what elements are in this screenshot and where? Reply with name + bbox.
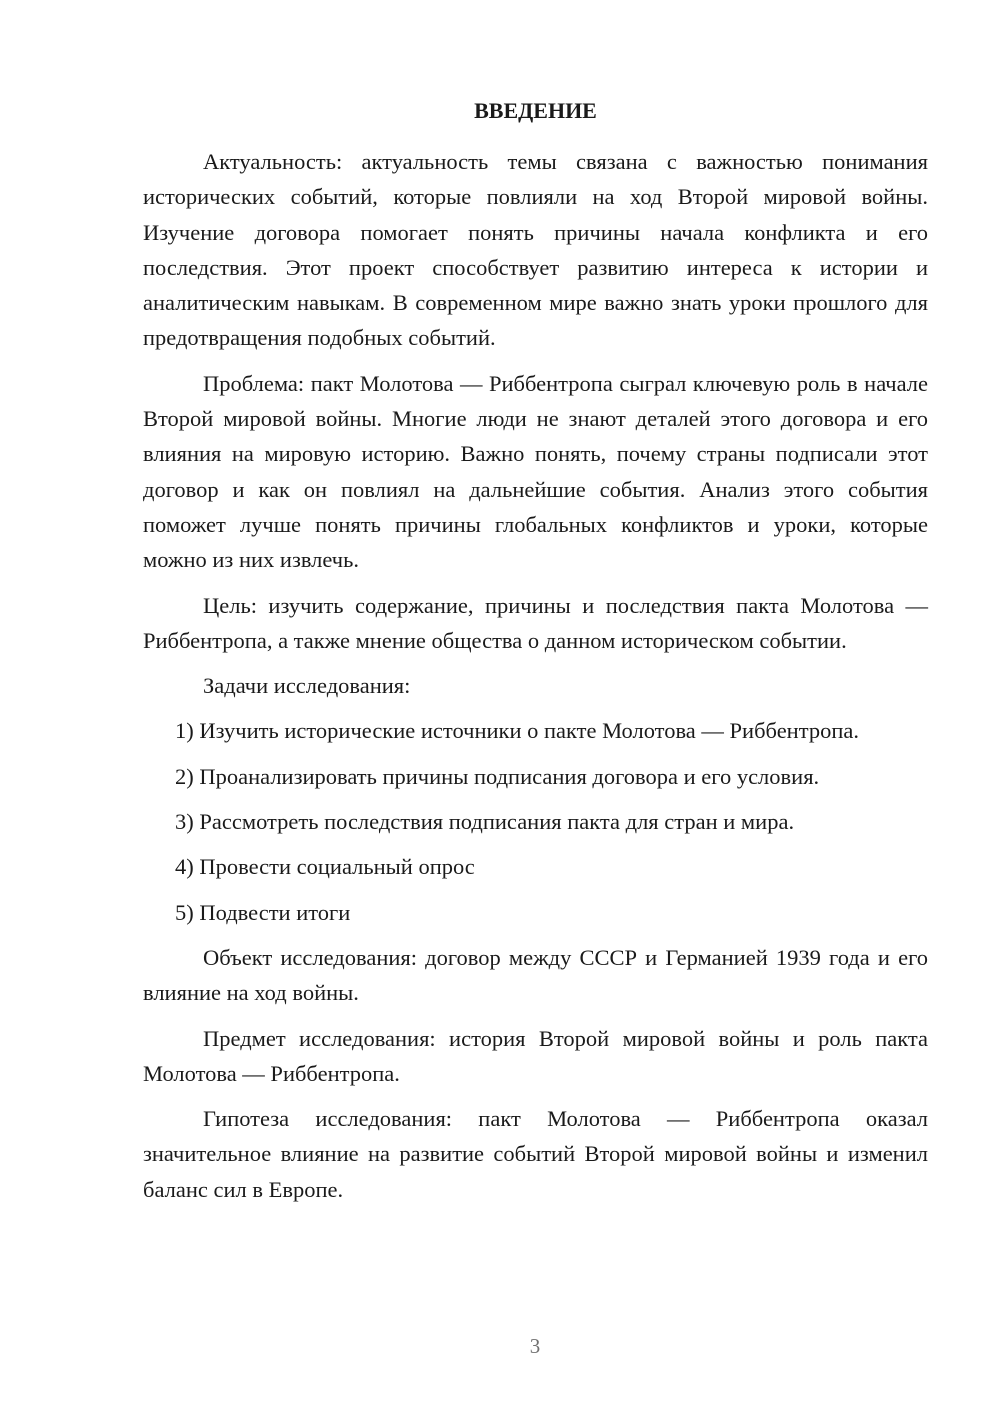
- section-title: ВВЕДЕНИЕ: [474, 98, 597, 123]
- task-item-4: 4) Провести социальный опрос: [175, 854, 475, 880]
- task-item-3: 3) Рассмотреть последствия подписания пакта для стран и мира.: [175, 809, 795, 835]
- tasks-heading: Задачи исследования:: [203, 673, 411, 699]
- page-number: 3: [529, 1334, 541, 1358]
- goal-paragraph: Цель: изучить содержание, причины и последствия пакта Молотова — Риббентропа, а также мнение общества о данном историческом событии.: [143, 592, 928, 653]
- task-item-5: 5) Подвести итоги: [175, 899, 351, 925]
- document-page: [143, 96, 928, 1217]
- tasks-list: [143, 713, 928, 929]
- task-item-2: 2) Проанализировать причины подписания договора и его условия.: [175, 763, 820, 789]
- task-item-1: 1) Изучить исторические источники о пакте Молотова — Риббентропа.: [175, 718, 859, 744]
- relevance-paragraph: Актуальность: актуальность темы связана с важностью понимания исторических событий, которые повлияли на ход Второй мировой войны. Изучение договора помогает понять причины начала конфликта и его последствия. Этот проект способствует развитию интереса к истории и аналитическим навыкам. В современном мире важно знать уроки прошлого для предотвращения подобных событий.: [143, 149, 928, 351]
- problem-paragraph: Проблема: пакт Молотова — Риббентропа сыграл ключевую роль в начале Второй мировой войны. Многие люди не знают деталей этого договора и его влияния на мировую историю. Важно понять, почему страны подписали этот договор и как он повлиял на дальнейшие события. Анализ этого события поможет лучше понять причины глобальных конфликтов и уроки, которые можно из них извлечь.: [143, 370, 928, 573]
- object-paragraph: Объект исследования: договор между СССР и Германией 1939 года и его влияние на ход войны.: [143, 944, 928, 1006]
- hypothesis-paragraph: Гипотеза исследования: пакт Молотова — Риббентропа оказал значительное влияние на развитие событий Второй мировой войны и изменил баланс сил в Европе.: [143, 1106, 928, 1202]
- subject-paragraph: Предмет исследования: история Второй мировой войны и роль пакта Молотова — Риббентропа.: [143, 1025, 928, 1086]
